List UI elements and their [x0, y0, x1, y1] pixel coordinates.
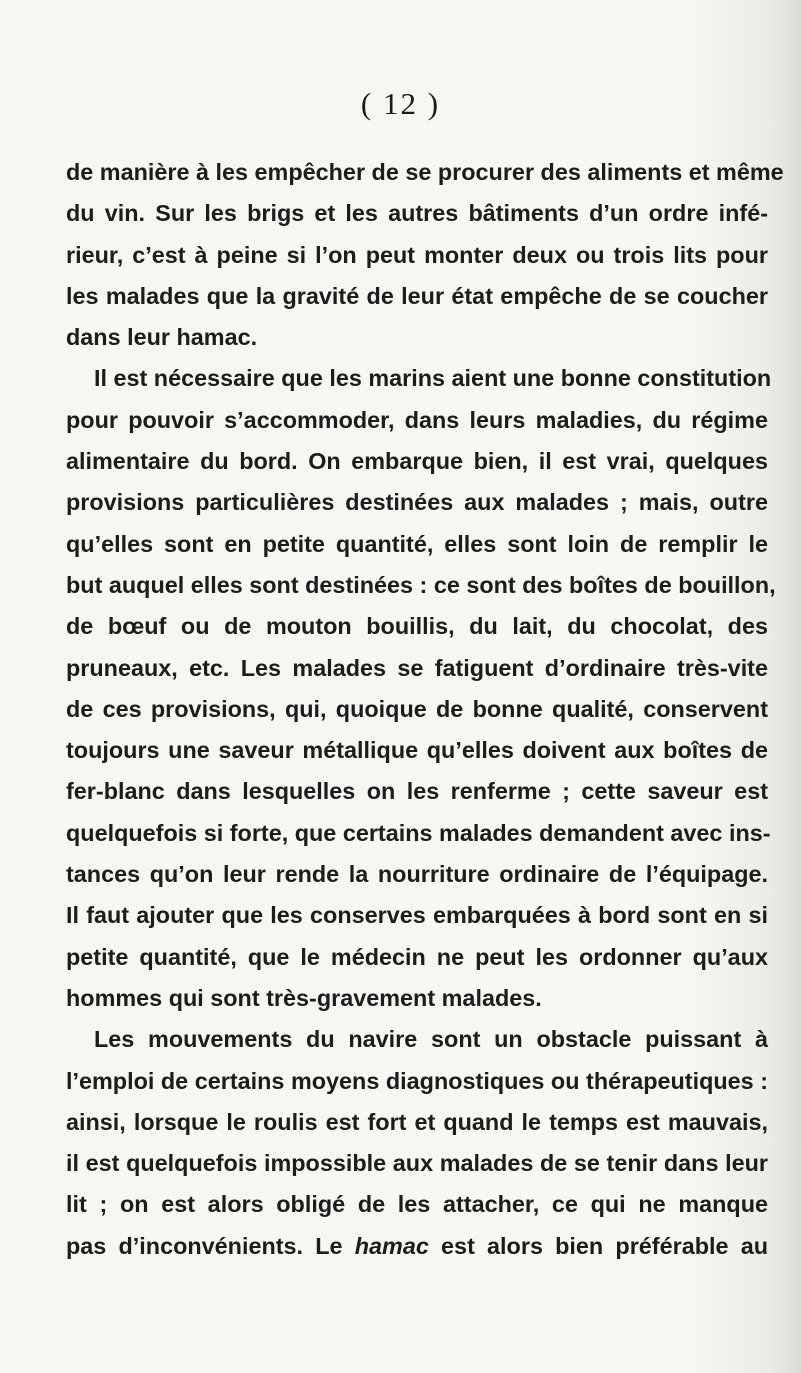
text-line: de bœuf ou de mouton bouillis, du lait, du chocolat, des [66, 613, 768, 640]
text-line: pruneaux, etc. Les malades se fatiguent d’ordinaire très-vite [66, 654, 768, 681]
text-line: Les mouvements du navire sont un obstacle puissant à [94, 1026, 768, 1053]
text-line: tances qu’on leur rende la nourriture ordinaire de l’équipage. [66, 861, 768, 888]
text-line: ainsi, lorsque le roulis est fort et quand le temps est mauvais, [66, 1108, 768, 1135]
text-line: rieur, c’est à peine si l’on peut monter deux ou trois lits pour [66, 241, 768, 268]
final-line-after: est alors bien préférable au [428, 1232, 768, 1259]
text-line: toujours une saveur métallique qu’elles doivent aux boîtes de [66, 737, 768, 764]
text-line: but auquel elles sont destinées : ce sont des boîtes de bouillon, [66, 571, 776, 598]
text-line: de ces provisions, qui, quoique de bonne qualité, conservent [66, 695, 768, 722]
text-line: alimentaire du bord. On embarque bien, il est vrai, quelques [66, 448, 768, 475]
text-line: du vin. Sur les brigs et les autres bâtiments d’un ordre infé- [66, 200, 768, 227]
text-line: de manière à les empêcher de se procurer des aliments et même [66, 159, 784, 185]
page-number: ( 12 ) [360, 86, 441, 121]
text-line: quelquefois si forte, que certains malades demandent avec ins- [66, 819, 771, 846]
text-line-final [66, 1226, 768, 1267]
text-line: Il faut ajouter que les conserves embarquées à bord sont en si [66, 902, 768, 929]
text-line: hommes qui sont très-gravement malades. [66, 984, 542, 1011]
text-line: Il est nécessaire que les marins aient une bonne constitution [94, 365, 772, 392]
text-line: petite quantité, que le médecin ne peut les ordonner qu’aux [66, 943, 768, 970]
text-line: il est quelquefois impossible aux malades de se tenir dans leur [66, 1150, 768, 1177]
text-line: l’emploi de certains moyens diagnostiques ou thérapeutiques : [66, 1067, 768, 1094]
final-line-before: pas d’inconvénients. Le [66, 1232, 355, 1259]
text-line: provisions particulières destinées aux malades ; mais, outre [66, 489, 768, 516]
text-line: qu’elles sont en petite quantité, elles sont loin de remplir le [66, 530, 768, 557]
text-line: pour pouvoir s’accommoder, dans leurs maladies, du régime [66, 406, 768, 433]
text-line: fer-blanc dans lesquelles on les renferme ; cette saveur est [66, 778, 768, 805]
text-line: dans leur hamac. [66, 324, 258, 351]
page-body-text [66, 152, 784, 1267]
hamac-italic: hamac [354, 1232, 429, 1259]
text-line: lit ; on est alors obligé de les attacher, ce qui ne manque [66, 1191, 768, 1218]
text-line: les malades que la gravité de leur état empêche de se coucher [66, 282, 768, 309]
